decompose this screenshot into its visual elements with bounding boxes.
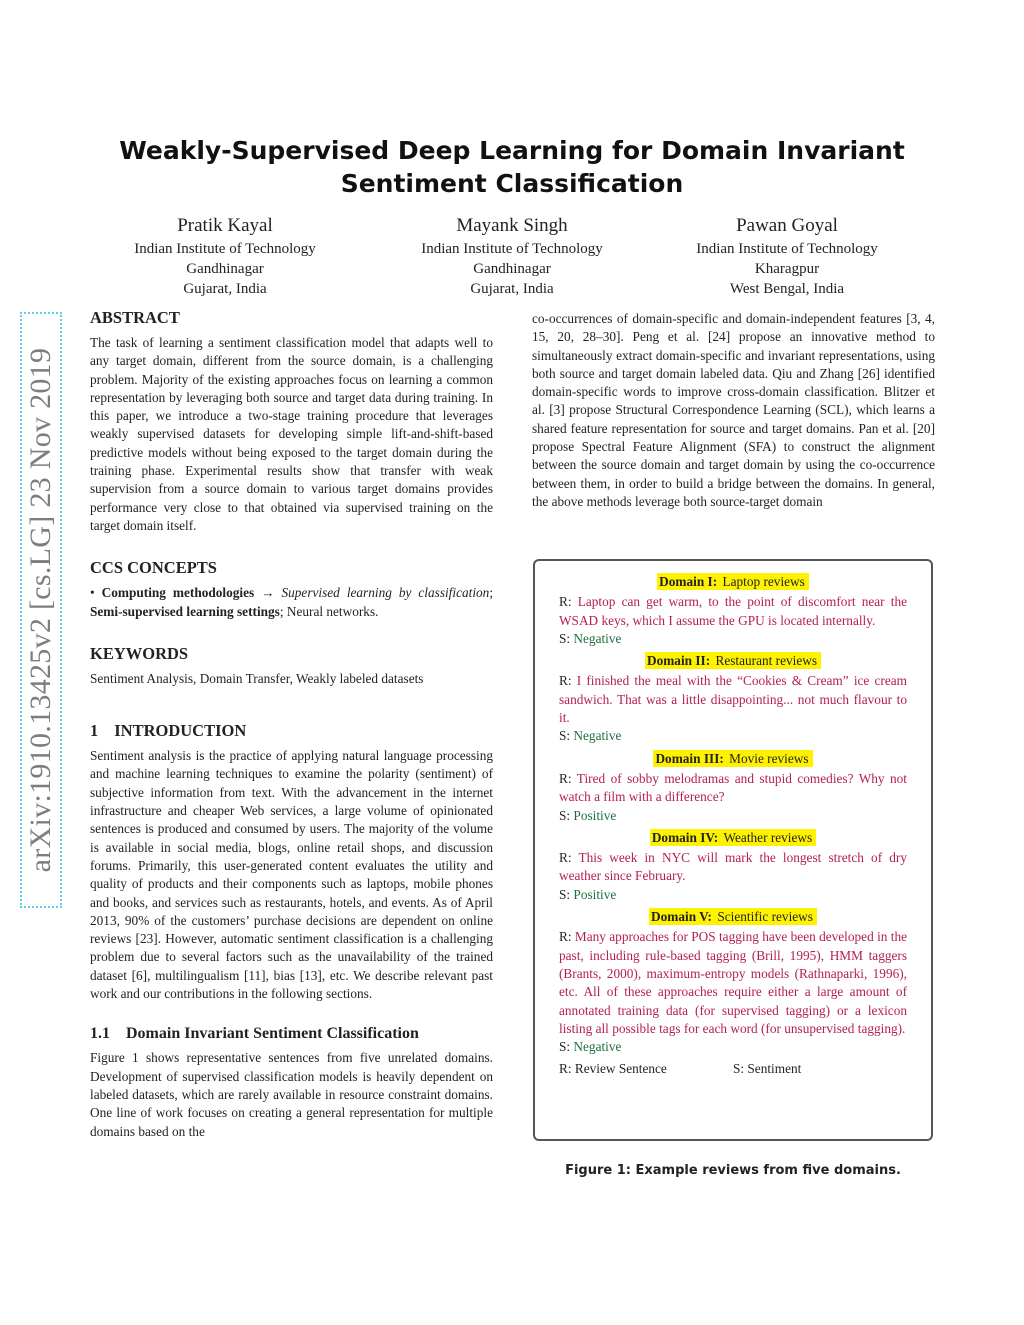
- domain-highlight: [653, 750, 812, 767]
- domain-heading: [559, 573, 907, 591]
- ccs-concept-1: Computing methodologies: [101, 585, 255, 601]
- domain-name: Weather reviews: [723, 829, 813, 845]
- intro-heading: [90, 720, 493, 742]
- sentiment-prefix: S:: [559, 886, 571, 902]
- paper-title: Weakly-Supervised Deep Learning for Domain Invariant Sentiment Classification: [119, 136, 905, 198]
- review-sentence: [559, 593, 907, 630]
- figure-1-box: [533, 559, 933, 1141]
- author-name: Pawan Goyal: [736, 215, 838, 236]
- domain-heading: [559, 750, 907, 768]
- sentiment-value: Negative: [573, 1039, 622, 1055]
- subsection-number: 1.1: [90, 1025, 110, 1043]
- sentiment-prefix: S:: [559, 728, 571, 744]
- subsection-1-1: [90, 1023, 493, 1140]
- author-2: [377, 213, 647, 299]
- figure-legend: [559, 1060, 907, 1080]
- abstract-text: The task of learning a sentiment classification model that adapts well to any target domain, different from the source domain, is a challenging problem. Majority of the existing approaches focus on learning a common representation by leveraging both source and target data during training. In this paper, we introduce a two-stage training procedure that leverages weakly supervised datasets for developing simple lift-and-shift-based predictive models without being exposed to the target domain during the training phase. Experimental results show that transfer with weak supervision from a source domain to various target domains provides performance very close to that obtained via supervised training on the target domain itself.: [90, 335, 493, 533]
- subsection-title: Domain Invariant Sentiment Classification: [126, 1025, 419, 1043]
- author-city: Gandhinagar: [186, 261, 264, 277]
- sentiment: [559, 1038, 907, 1056]
- domain-1: [559, 573, 907, 648]
- domain-label: Domain I:: [659, 574, 718, 589]
- review-text: I finished the meal with the “Cookies & Cream” ice cream sandwich. That was a little disappointing... not much flavour to it.: [559, 673, 907, 726]
- review-prefix: R:: [559, 594, 572, 610]
- domain-label: Domain II:: [646, 653, 711, 669]
- intro-section: [90, 720, 493, 1003]
- figure-caption: Figure 1: Example reviews from five domains.: [565, 1163, 901, 1178]
- keywords-text: Sentiment Analysis, Domain Transfer, Weakly labeled datasets: [90, 670, 424, 686]
- review-sentence: [559, 849, 907, 886]
- author-affiliation: Indian Institute of Technology: [696, 241, 878, 257]
- author-region: Gujarat, India: [183, 281, 267, 297]
- ccs-rest: ; Neural networks.: [279, 603, 379, 619]
- ccs-concepts: [90, 584, 493, 621]
- domain-5: [559, 908, 907, 1056]
- sentiment: [559, 807, 907, 825]
- domain-heading: [559, 908, 907, 926]
- review-sentence: [559, 928, 907, 1038]
- domain-highlight: [649, 908, 817, 925]
- legend-review: R: Review Sentence: [559, 1061, 667, 1077]
- domain-highlight: [657, 573, 809, 590]
- sentiment-prefix: S:: [559, 630, 571, 646]
- author-city: Gandhinagar: [473, 261, 551, 277]
- author-affiliation: Indian Institute of Technology: [421, 241, 603, 257]
- review-prefix: R:: [559, 770, 572, 786]
- abstract-section: [90, 307, 493, 535]
- ccs-concept-1-sub: Supervised learning by classification: [281, 585, 490, 601]
- domain-2: [559, 652, 907, 745]
- author-1: [90, 213, 360, 299]
- domain-name: Laptop reviews: [722, 574, 805, 589]
- domain-4: [559, 829, 907, 904]
- ccs-concept-2: Semi-supervised learning settings: [90, 603, 280, 619]
- arxiv-stamp: [20, 312, 62, 908]
- sentiment: [559, 886, 907, 904]
- author-region: West Bengal, India: [729, 281, 845, 297]
- review-sentence: [559, 672, 907, 727]
- author-affiliation: Indian Institute of Technology: [134, 241, 316, 257]
- sentiment: [559, 630, 907, 648]
- ccs-heading: CCS CONCEPTS: [90, 558, 217, 578]
- domain-highlight: [650, 829, 816, 846]
- intro-text: Sentiment analysis is the practice of applying natural language processing and machine learning techniques to examine the polarity (sentiment) of subjective information from text. With the advancement in the internet infrastructure and cheaper Web services, a large volume of opinionated sentences is produced and consumed by users. The majority of the volume is available in social media, blogs, online retail shops, and discussion forums. Primarily, this user-generated content evaluates the utility and quality of products and their components such as laptops, mobile phones and books, and services such as restaurants, hotels, and events. As of April 2013, 90% of the customers’ purchase decisions are dependent on online reviews [23]. However, automatic sentiment classification is a challenging problem due to several factors such as the unavailability of the trained dataset [6], multilingualism [11], bias [13], etc. We describe relevant past work and our contributions in the following sections.: [90, 748, 493, 1002]
- domain-name: Scientific reviews: [717, 909, 813, 925]
- sentiment-value: Negative: [573, 728, 622, 744]
- sentiment-prefix: S:: [559, 1039, 571, 1055]
- review-prefix: R:: [559, 673, 572, 689]
- subsection-text: Figure 1 shows representative sentences from five unrelated domains. Development of supervised classification models is heavily dependent on labeled datasets, which are rarely available in resource constraint domains. One line of work focuses on creating a general representation for multiple domains based on the: [90, 1050, 493, 1139]
- author-name: Pratik Kayal: [177, 215, 273, 236]
- author-name: Mayank Singh: [456, 215, 568, 236]
- domain-heading: [559, 652, 907, 670]
- ccs-arrow: →: [261, 585, 275, 601]
- author-region: Gujarat, India: [470, 281, 554, 297]
- legend-sentiment: S: Sentiment: [733, 1061, 802, 1077]
- sentiment: [559, 727, 907, 745]
- review-text: Tired of sobby melodramas and stupid comedies? Why not watch a film with a difference?: [559, 770, 907, 805]
- review-text: Many approaches for POS tagging have been developed in the past, including rule-based tagging (Brill, 1995), HMM taggers (Brants, 2000), maximum-entropy models (Rathnaparki, 1996), etc. All of these approaches require either a large amount of annotated training data (for supervised tagging) or a lexicon listing all possible tags for each word (for unsupervised tagging).: [559, 929, 907, 1036]
- domain-heading: [559, 829, 907, 847]
- review-prefix: R:: [559, 850, 572, 866]
- left-column: [90, 307, 493, 1141]
- review-text: Laptop can get warm, to the point of discomfort near the WSAD keys, which I assume the GPU is located internally.: [559, 594, 908, 628]
- review-sentence: [559, 770, 907, 807]
- subsection-heading: [90, 1023, 493, 1045]
- right-column-text: co-occurrences of domain-specific and domain-independent features [3, 4, 15, 20, 28–30]. Peng et al. [24] propose an innovative method to simultaneously extract domain-specific and invariant representations, using both source and target domain labeled data. Qiu and Zhang [26] identified domain-specific words to improve cross-domain classification. Blitzer et al. [3] propose Structural Correspondence Learning (SCL), which learns a shared feature representation for source and target domains. Pan et al. [20] propose Spectral Feature Alignment (SFA) to construct the alignment between the source domain and target domain by using the co-occurrence between them, in order to build a bridge between the domains. In general, the above methods leverage both source-target domain: [532, 311, 935, 509]
- domain-3: [559, 750, 907, 825]
- domain-highlight: [645, 652, 821, 669]
- abstract-heading: ABSTRACT: [90, 308, 180, 327]
- section-title: INTRODUCTION: [114, 721, 247, 741]
- sentiment-value: Negative: [573, 630, 622, 646]
- sentiment-prefix: S:: [559, 807, 571, 823]
- domain-label: Domain III:: [655, 750, 724, 766]
- right-column: [532, 310, 935, 511]
- ccs-sep: ;: [489, 585, 494, 601]
- arxiv-id: arXiv:1910.13425v2 [cs.LG] 23 Nov 2019: [24, 347, 57, 873]
- ccs-bullet: •: [90, 585, 95, 601]
- domain-label: Domain V:: [651, 909, 712, 925]
- ccs-section: [90, 557, 493, 621]
- domain-name: Movie reviews: [729, 750, 809, 766]
- domain-name: Restaurant reviews: [715, 653, 818, 669]
- sentiment-value: Positive: [573, 886, 617, 902]
- keywords-heading: KEYWORDS: [90, 643, 189, 663]
- review-prefix: R:: [559, 929, 572, 945]
- domain-label: Domain IV:: [651, 829, 719, 845]
- keywords-section: [90, 643, 493, 688]
- section-number: 1: [90, 721, 99, 741]
- author-3: [652, 213, 922, 299]
- author-city: Kharagpur: [754, 261, 820, 277]
- sentiment-value: Positive: [573, 807, 617, 823]
- review-text: This week in NYC will mark the longest stretch of dry weather since February.: [559, 850, 907, 884]
